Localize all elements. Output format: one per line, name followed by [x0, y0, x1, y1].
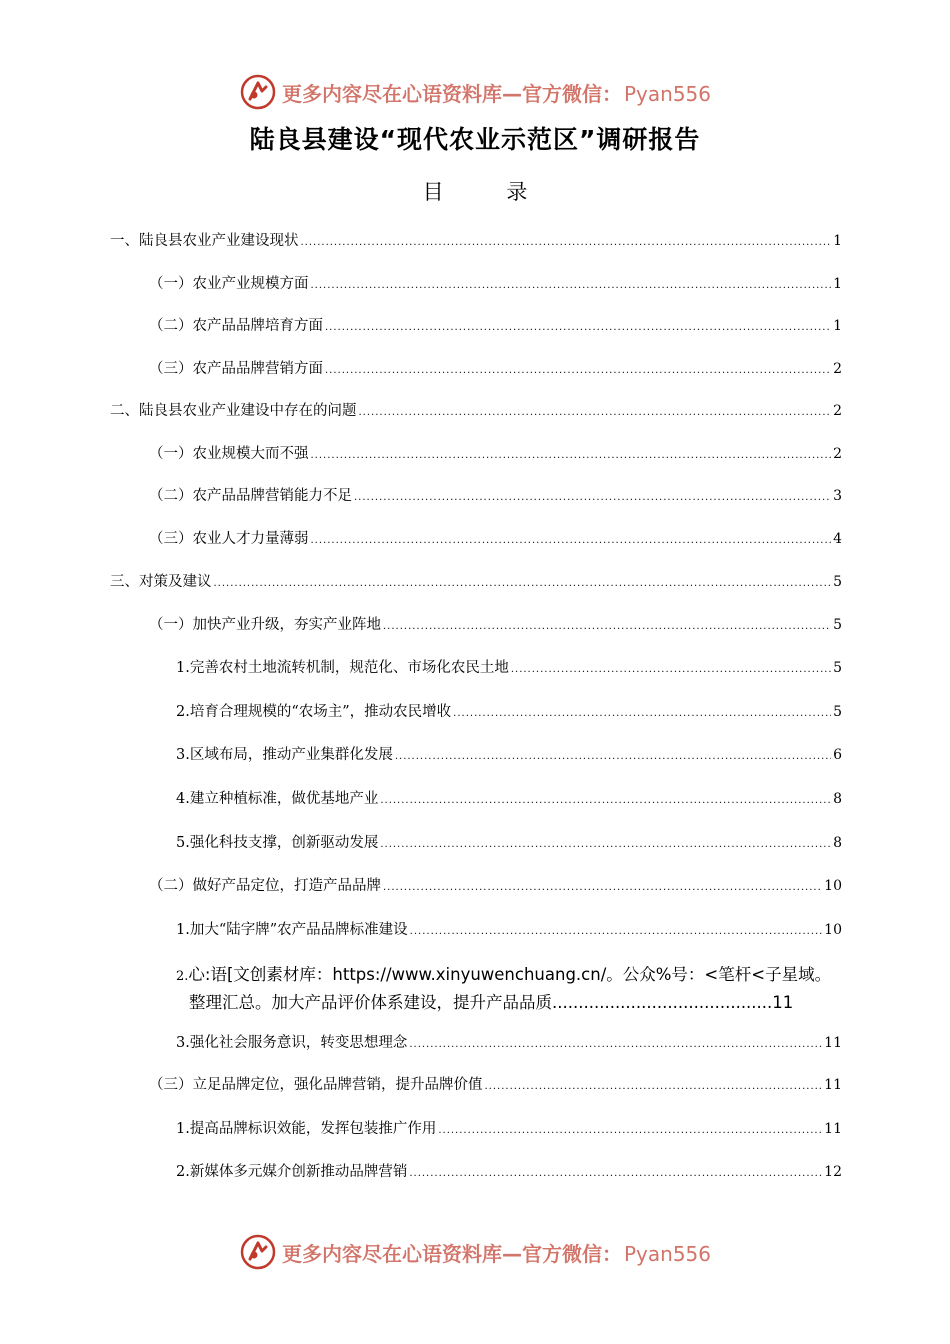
toc-entry[interactable] [110, 402, 842, 422]
toc-leader-dots [383, 879, 822, 897]
toc-leader-dots [410, 923, 823, 941]
special-dots: .......................................... [552, 993, 773, 1012]
toc-entry-label: 三、对策及建议 [110, 574, 212, 590]
special-line-1 [176, 962, 876, 990]
toc-leader-dots [359, 404, 832, 422]
toc-entry-label: 1.提高品牌标识效能，发挥包装推广作用 [176, 1121, 437, 1137]
toc-entry-label: 4.建立种植标准，做优基地产业 [176, 791, 379, 807]
toc-leader-dots [325, 362, 831, 380]
toc-leader-dots [453, 705, 831, 723]
toc-entry-page: 2 [833, 361, 842, 377]
toc-entry[interactable] [176, 1034, 842, 1054]
toc-entry[interactable] [149, 1076, 842, 1096]
toc-entry-label: （三）农产品品牌营销方面 [149, 361, 323, 377]
toc-entry[interactable] [149, 877, 842, 897]
toc-entry-page: 10 [824, 878, 842, 894]
toc-entry-page: 1 [833, 233, 842, 249]
toc-entry[interactable] [176, 659, 842, 679]
toc-entry-label: 2.培育合理规模的“农场主”，推动农民增收 [176, 704, 452, 720]
toc-entry-page: 2 [833, 446, 842, 462]
special-line-2 [176, 990, 876, 1016]
special-number: 2. [176, 969, 189, 984]
toc-entry-page: 8 [833, 835, 842, 851]
special-text-2: 整理汇总。加大产品评价体系建设，提升产品品质 [189, 993, 552, 1012]
toc-entry-page: 5 [833, 574, 842, 590]
toc-leader-dots [311, 447, 832, 465]
toc-entry-page: 10 [824, 922, 842, 938]
toc-entry-label: 1.加大“陆字牌”农产品品牌标准建设 [176, 922, 408, 938]
toc-entry-label: （一）加快产业升级，夯实产业阵地 [149, 617, 381, 633]
toc-leader-dots [395, 748, 831, 766]
toc-entry[interactable] [176, 921, 842, 941]
banner-text: 更多内容尽在心语资料库—官方微信： Pyan556 [282, 81, 712, 106]
toc-entry-label: （三）农业人才力量薄弱 [149, 531, 309, 547]
toc-entry-special[interactable] [176, 962, 876, 1016]
toc-entry-label: （二）做好产品定位，打造产品品牌 [149, 878, 381, 894]
toc-heading: 目 录 [422, 180, 556, 204]
toc-entry[interactable] [176, 790, 842, 810]
header-banner [240, 72, 760, 112]
toc-entry-page: 6 [833, 747, 842, 763]
toc-entry-label: 1.完善农村土地流转机制，规范化、市场化农民土地 [176, 660, 509, 676]
brand-logo-icon [240, 74, 276, 110]
toc-entry[interactable] [149, 530, 842, 550]
toc-leader-dots [301, 234, 832, 252]
toc-entry-label: （一）农业规模大而不强 [149, 446, 309, 462]
toc-entry-label: 3.区域布局，推动产业集群化发展 [176, 747, 393, 763]
toc-entry-label: 2.新媒体多元媒介创新推动品牌营销 [176, 1164, 408, 1180]
toc-entry[interactable] [110, 232, 842, 252]
toc-entry-label: 5.强化科技支撑，创新驱动发展 [176, 835, 379, 851]
toc-entry[interactable] [149, 317, 842, 337]
toc-entry[interactable] [149, 487, 842, 507]
toc-leader-dots [409, 1165, 822, 1183]
toc-entry[interactable] [176, 1120, 842, 1140]
toc-entry-page: 8 [833, 791, 842, 807]
toc-leader-dots [438, 1122, 822, 1140]
toc-entry[interactable] [149, 360, 842, 380]
special-page: 11 [772, 993, 794, 1012]
toc-entry-page: 11 [824, 1121, 842, 1137]
toc-entry-label: （一）农业产业规模方面 [149, 276, 309, 292]
toc-leader-dots [380, 792, 831, 810]
document-title: 陆良县建设“现代农业示范区”调研报告 [249, 125, 701, 154]
toc-entry-page: 5 [833, 660, 842, 676]
toc-entry[interactable] [110, 573, 842, 593]
toc-entry[interactable] [176, 1163, 842, 1183]
toc-entry-page: 11 [824, 1077, 842, 1093]
toc-entry-page: 12 [824, 1164, 842, 1180]
toc-leader-dots [311, 277, 832, 295]
toc-leader-dots [511, 661, 831, 679]
toc-entry-page: 4 [833, 531, 842, 547]
toc-entry-label: （二）农产品品牌营销能力不足 [149, 488, 352, 504]
toc-entry-page: 5 [833, 704, 842, 720]
special-text-1: 心:语[文创素材库：https://www.xinyuwenchuang.cn/。公众%号：<笔杆<子星域。 [188, 965, 832, 984]
brand-logo-icon [240, 1234, 276, 1270]
toc-entry[interactable] [149, 445, 842, 465]
toc-entry-page: 11 [824, 1035, 842, 1051]
toc-entry-label: 二、陆良县农业产业建设中存在的问题 [110, 403, 357, 419]
toc-leader-dots [485, 1078, 823, 1096]
toc-entry-label: （三）立足品牌定位，强化品牌营销，提升品牌价值 [149, 1077, 483, 1093]
banner-text: 更多内容尽在心语资料库—官方微信： Pyan556 [282, 1241, 712, 1266]
toc-leader-dots [214, 575, 832, 593]
toc-entry[interactable] [149, 616, 842, 636]
toc-leader-dots [380, 836, 831, 854]
toc-entry-page: 1 [833, 318, 842, 334]
toc-leader-dots [311, 532, 832, 550]
toc-leader-dots [409, 1036, 822, 1054]
toc-entry-page: 2 [833, 403, 842, 419]
toc-entry[interactable] [176, 746, 842, 766]
toc-entry-label: （二）农产品品牌培育方面 [149, 318, 323, 334]
toc-leader-dots [354, 489, 831, 507]
toc-entry-page: 3 [833, 488, 842, 504]
toc-entry-page: 1 [833, 276, 842, 292]
footer-banner [240, 1232, 760, 1272]
toc-leader-dots [383, 618, 831, 636]
toc-entry[interactable] [176, 703, 842, 723]
toc-entry-label: 3.强化社会服务意识，转变思想理念 [176, 1035, 408, 1051]
toc-entry[interactable] [176, 834, 842, 854]
toc-entry-label: 一、陆良县农业产业建设现状 [110, 233, 299, 249]
banner-wechat-id: Pyan556 [624, 1241, 712, 1266]
banner-wechat-id: Pyan556 [624, 81, 712, 106]
toc-entry-page: 5 [833, 617, 842, 633]
toc-leader-dots [325, 319, 831, 337]
toc-entry[interactable] [149, 275, 842, 295]
